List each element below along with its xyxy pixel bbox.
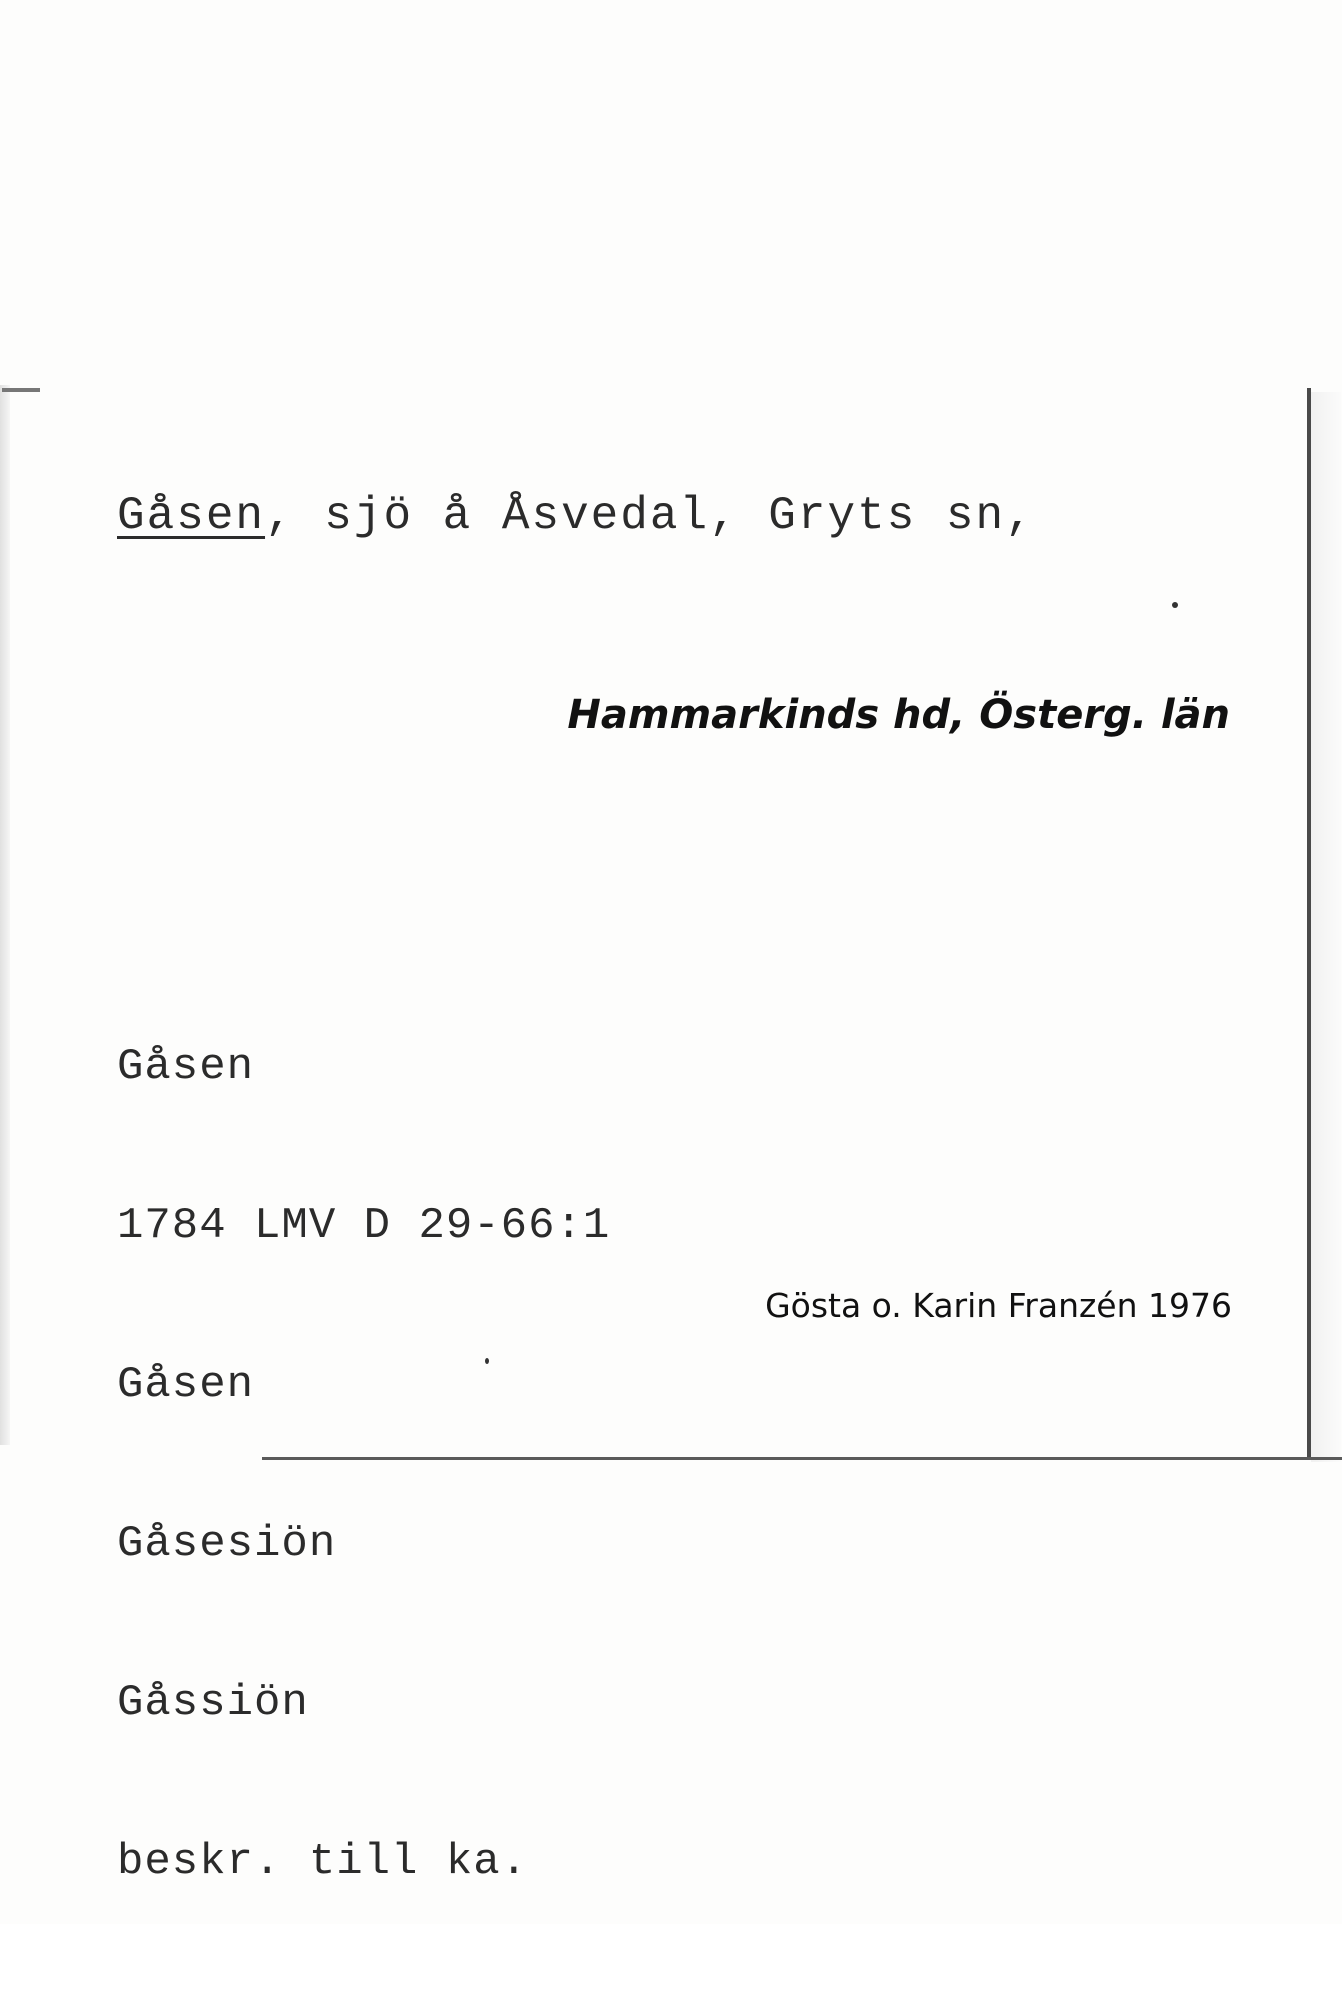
card-left-edge [0,385,10,1445]
heading-description: , sjö å Åsvedal, Gryts sn, [265,490,1035,542]
entry-line: beskr. till ka. [117,1837,529,1887]
entry-line: Gåssiön [117,1678,309,1728]
entry-line: Gåsesiön [117,1519,337,1569]
entry-line: Gåsen [117,1360,255,1410]
credit-stamp: Gösta o. Karin Franzén 1976 [765,1286,1232,1325]
entries-list [117,935,610,1995]
district-stamp: Hammarkinds hd, Österg. län [567,692,1230,738]
card-corner-mark [2,388,40,392]
card-heading [117,490,1035,542]
ink-speck [485,1358,489,1364]
heading-place-name: Gåsen [117,490,266,542]
ink-speck [1172,602,1178,608]
entry-line: 1784 LMV D 29-66:1 [117,1201,611,1251]
card-right-shadow [1311,392,1341,1462]
entry-line: Gåsen [117,1042,255,1092]
